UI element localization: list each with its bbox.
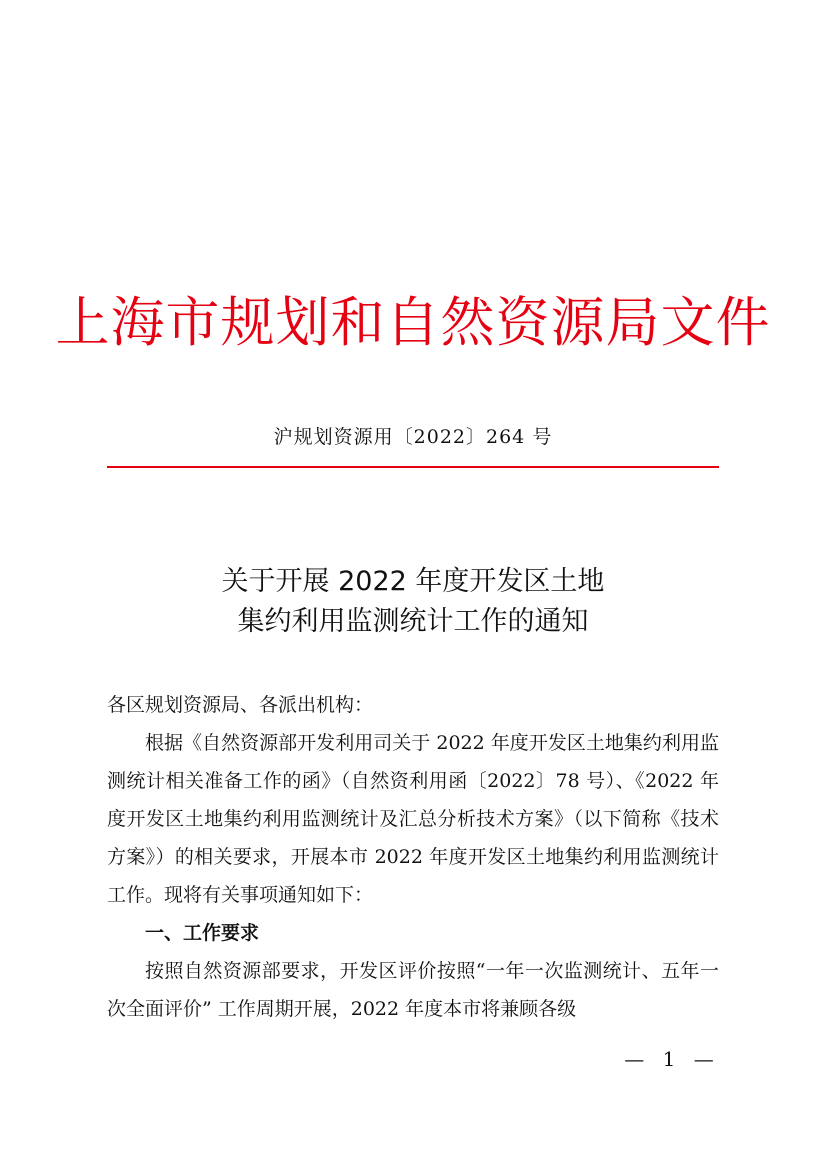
salutation: 各区规划资源局、各派出机构： [107,694,374,716]
document-title-line-2: 集约利用监测统计工作的通知 [237,606,589,637]
section-heading-1: 一、工作要求 [145,922,260,944]
issuer-title: 上海市规划和自然资源局文件 [55,291,771,354]
page-number: — 1 — [624,1047,720,1071]
body-paragraph-1: 根据《自然资源部开发利用司关于 2022 年度开发区土地集约利用监测统计相关准备工作的函》（自然资利用函〔2022〕78 号）、《2022 年度开发区土地集约利用监测统计及汇总分析技术方案》（以下简称《技术方案》）的相关要求，开展本市 2022 年度开发区土地集约利用监测统计工作。现将有关事项通知如下： [107,732,719,906]
red-divider [107,466,719,468]
document-number: 沪规划资源用〔2022〕264 号 [273,426,553,448]
body-paragraph-2: 按照自然资源部要求，开发区评价按照“一年一次监测统计、五年一次全面评价” 工作周期开展，2022 年度本市将兼顾各级 [107,960,719,1020]
document-title [0,562,826,642]
document-title-line-1: 关于开展 2022 年度开发区土地 [221,566,605,597]
document-body [107,686,719,1028]
